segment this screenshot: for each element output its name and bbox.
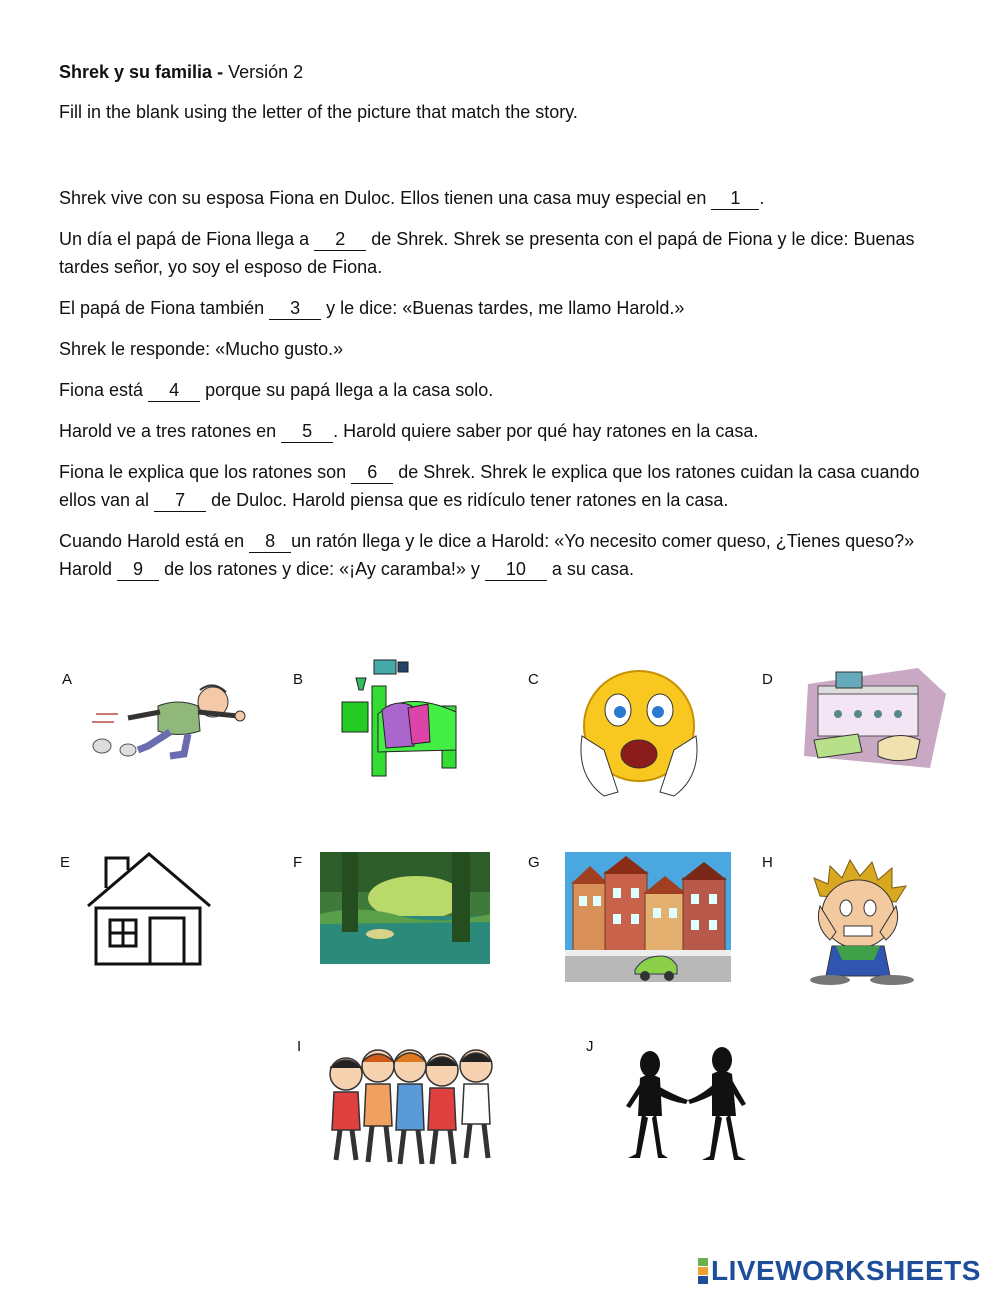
picture-label-f: F [293, 854, 303, 871]
running-man-icon [88, 676, 250, 760]
story-text: a su casa. [551, 559, 634, 579]
story-text: . [759, 188, 765, 208]
story-text: Cuando Harold está en [59, 531, 245, 551]
story-text: de Shrek. Shrek se presenta con el papá de Fiona y le dice: Buenas tardes señor, yo soy el esposo de Fiona. [59, 229, 915, 277]
blank-6[interactable]: 6 [351, 461, 393, 484]
story-paragraph-7 [59, 458, 939, 514]
blank-10[interactable]: 10 [485, 558, 547, 581]
picture-label-e: E [60, 854, 71, 871]
friends-icon [316, 1040, 502, 1170]
blank-1[interactable]: 1 [711, 187, 759, 210]
handshake-icon [618, 1044, 758, 1166]
story-paragraph-3 [59, 294, 939, 322]
story-text: de Shrek. Shrek le explica que los ratones cuidan la casa cuando ellos van al [59, 462, 920, 510]
story-paragraph-4 [59, 335, 939, 363]
town-icon [565, 852, 731, 982]
frightened-boy-icon [800, 856, 926, 988]
swamp-icon [320, 852, 490, 964]
picture-label-a: A [62, 671, 73, 688]
picture-label-j: J [586, 1038, 594, 1055]
story-text: y le dice: «Buenas tardes, me llamo Harold.» [326, 298, 685, 318]
blank-5[interactable]: 5 [281, 420, 333, 443]
blank-3[interactable]: 3 [269, 297, 321, 320]
liveworksheets-logo [698, 1256, 981, 1286]
story-text: Fiona está [59, 380, 144, 400]
story-text: Shrek vive con su esposa Fiona en Duloc. Ellos tienen una casa muy especial en [59, 188, 707, 208]
story-text: de los ratones y dice: «¡Ay caramba!» y [164, 559, 480, 579]
story-paragraph-8 [59, 527, 939, 583]
picture-label-g: G [528, 854, 540, 871]
instructions: Fill in the blank using the letter of the picture that match the story. [59, 102, 578, 122]
story-text: porque su papá llega a la casa solo. [205, 380, 494, 400]
blank-9[interactable]: 9 [117, 558, 159, 581]
story-text: Harold ve a tres ratones en [59, 421, 277, 441]
story [59, 184, 939, 596]
kitchen-icon [798, 664, 948, 772]
bedroom-icon [338, 656, 468, 778]
story-paragraph-6 [59, 417, 939, 445]
picture-label-i: I [297, 1038, 302, 1055]
story-paragraph-1 [59, 184, 939, 212]
scared-face-icon [574, 666, 704, 798]
story-text: Fiona le explica que los ratones son [59, 462, 347, 482]
title-bold: Shrek y su familia - [59, 62, 224, 82]
picture-label-d: D [762, 671, 773, 688]
picture-label-h: H [762, 854, 773, 871]
logo-mark-icon [698, 1258, 708, 1285]
worksheet-title [59, 62, 303, 83]
story-text: Shrek le responde: «Mucho gusto.» [59, 339, 344, 359]
blank-4[interactable]: 4 [148, 379, 200, 402]
logo-text: LIVEWORKSHEETS [711, 1255, 981, 1286]
picture-label-c: C [528, 671, 539, 688]
story-text: . Harold quiere saber por qué hay ratones en la casa. [333, 421, 759, 441]
blank-2[interactable]: 2 [314, 228, 366, 251]
blank-8[interactable]: 8 [249, 530, 291, 553]
story-paragraph-5 [59, 376, 939, 404]
house-icon [84, 852, 214, 968]
story-text: Un día el papá de Fiona llega a [59, 229, 310, 249]
story-text: de Duloc. Harold piensa que es ridículo tener ratones en la casa. [211, 490, 729, 510]
story-text: un ratón llega y le dice a Harold: «Yo necesito comer queso, ¿Tienes queso?» Harold [59, 531, 915, 579]
blank-7[interactable]: 7 [154, 489, 206, 512]
story-text: El papá de Fiona también [59, 298, 265, 318]
picture-label-b: B [293, 671, 304, 688]
story-paragraph-2 [59, 225, 939, 281]
title-version: Versión 2 [228, 62, 304, 82]
